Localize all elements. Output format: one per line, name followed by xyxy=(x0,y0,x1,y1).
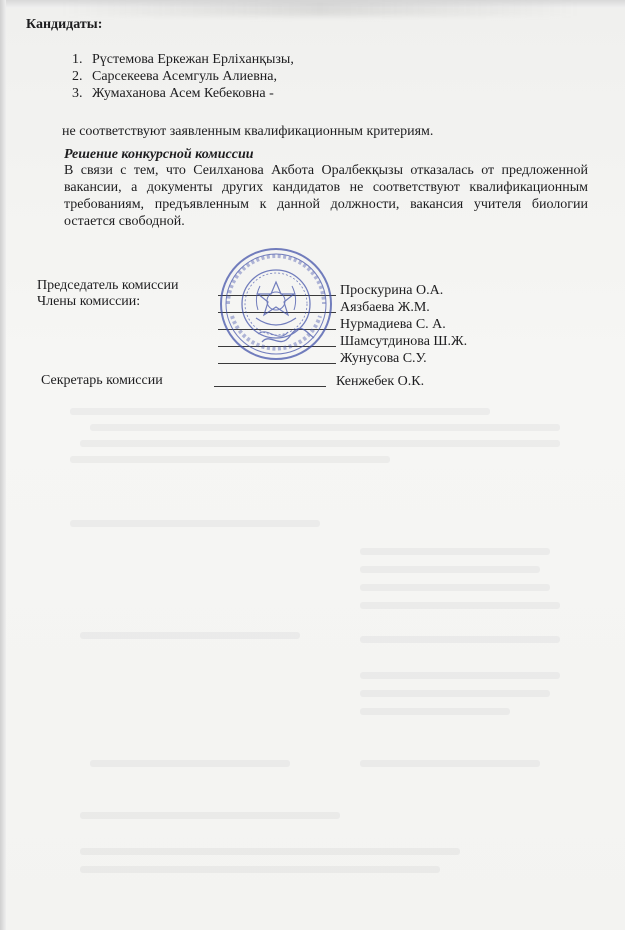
signature-line xyxy=(218,363,336,364)
candidate-name: Рүстемова Еркежан Ерліханқызы, xyxy=(92,52,294,67)
signatories-list xyxy=(340,282,467,367)
list-item-number: 3. xyxy=(72,86,83,101)
candidates-heading: Кандидаты: xyxy=(26,17,103,32)
candidate-name: Жумаханова Асем Кебековна - xyxy=(92,86,274,101)
members-label: Члены комиссии: xyxy=(37,294,141,309)
signature-line xyxy=(214,386,326,387)
candidates-list xyxy=(72,51,294,102)
candidate-name: Сарсекеева Асемгуль Алиевна, xyxy=(92,69,278,84)
secretary-name: Кенжебек О.К. xyxy=(336,374,425,389)
decision-text: В связи с тем, что Сеилханова Акбота Оралбекқызы отказалась от предложенной вакансии, а документы других кандидатов не соответствуют квалификационным требованиям, предъявленным к данной должности, вакансия учителя биологии остается свободной. xyxy=(64,163,588,229)
secretary-label: Секретарь комиссии xyxy=(41,373,163,388)
list-item xyxy=(72,68,294,85)
signatory-name: Нурмадиева С. А. xyxy=(340,317,446,332)
list-item xyxy=(72,85,294,102)
signatory-name: Проскурина О.А. xyxy=(340,283,444,298)
page-left-edge xyxy=(0,0,6,930)
list-item-number: 1. xyxy=(72,52,83,67)
chairman-label: Председатель комиссии xyxy=(37,278,179,293)
list-item xyxy=(72,51,294,68)
signatory-name: Жунусова С.У. xyxy=(340,351,427,366)
criteria-note: не соответствуют заявленным квалификационным критериям. xyxy=(62,124,434,139)
signatory-name: Шамсутдинова Ш.Ж. xyxy=(340,334,468,349)
page-shadow xyxy=(60,2,580,16)
decision-heading: Решение конкурсной комиссии xyxy=(64,147,254,162)
official-seal-icon xyxy=(218,246,334,362)
list-item-number: 2. xyxy=(72,69,83,84)
signatory-name: Аязбаева Ж.М. xyxy=(340,300,430,315)
